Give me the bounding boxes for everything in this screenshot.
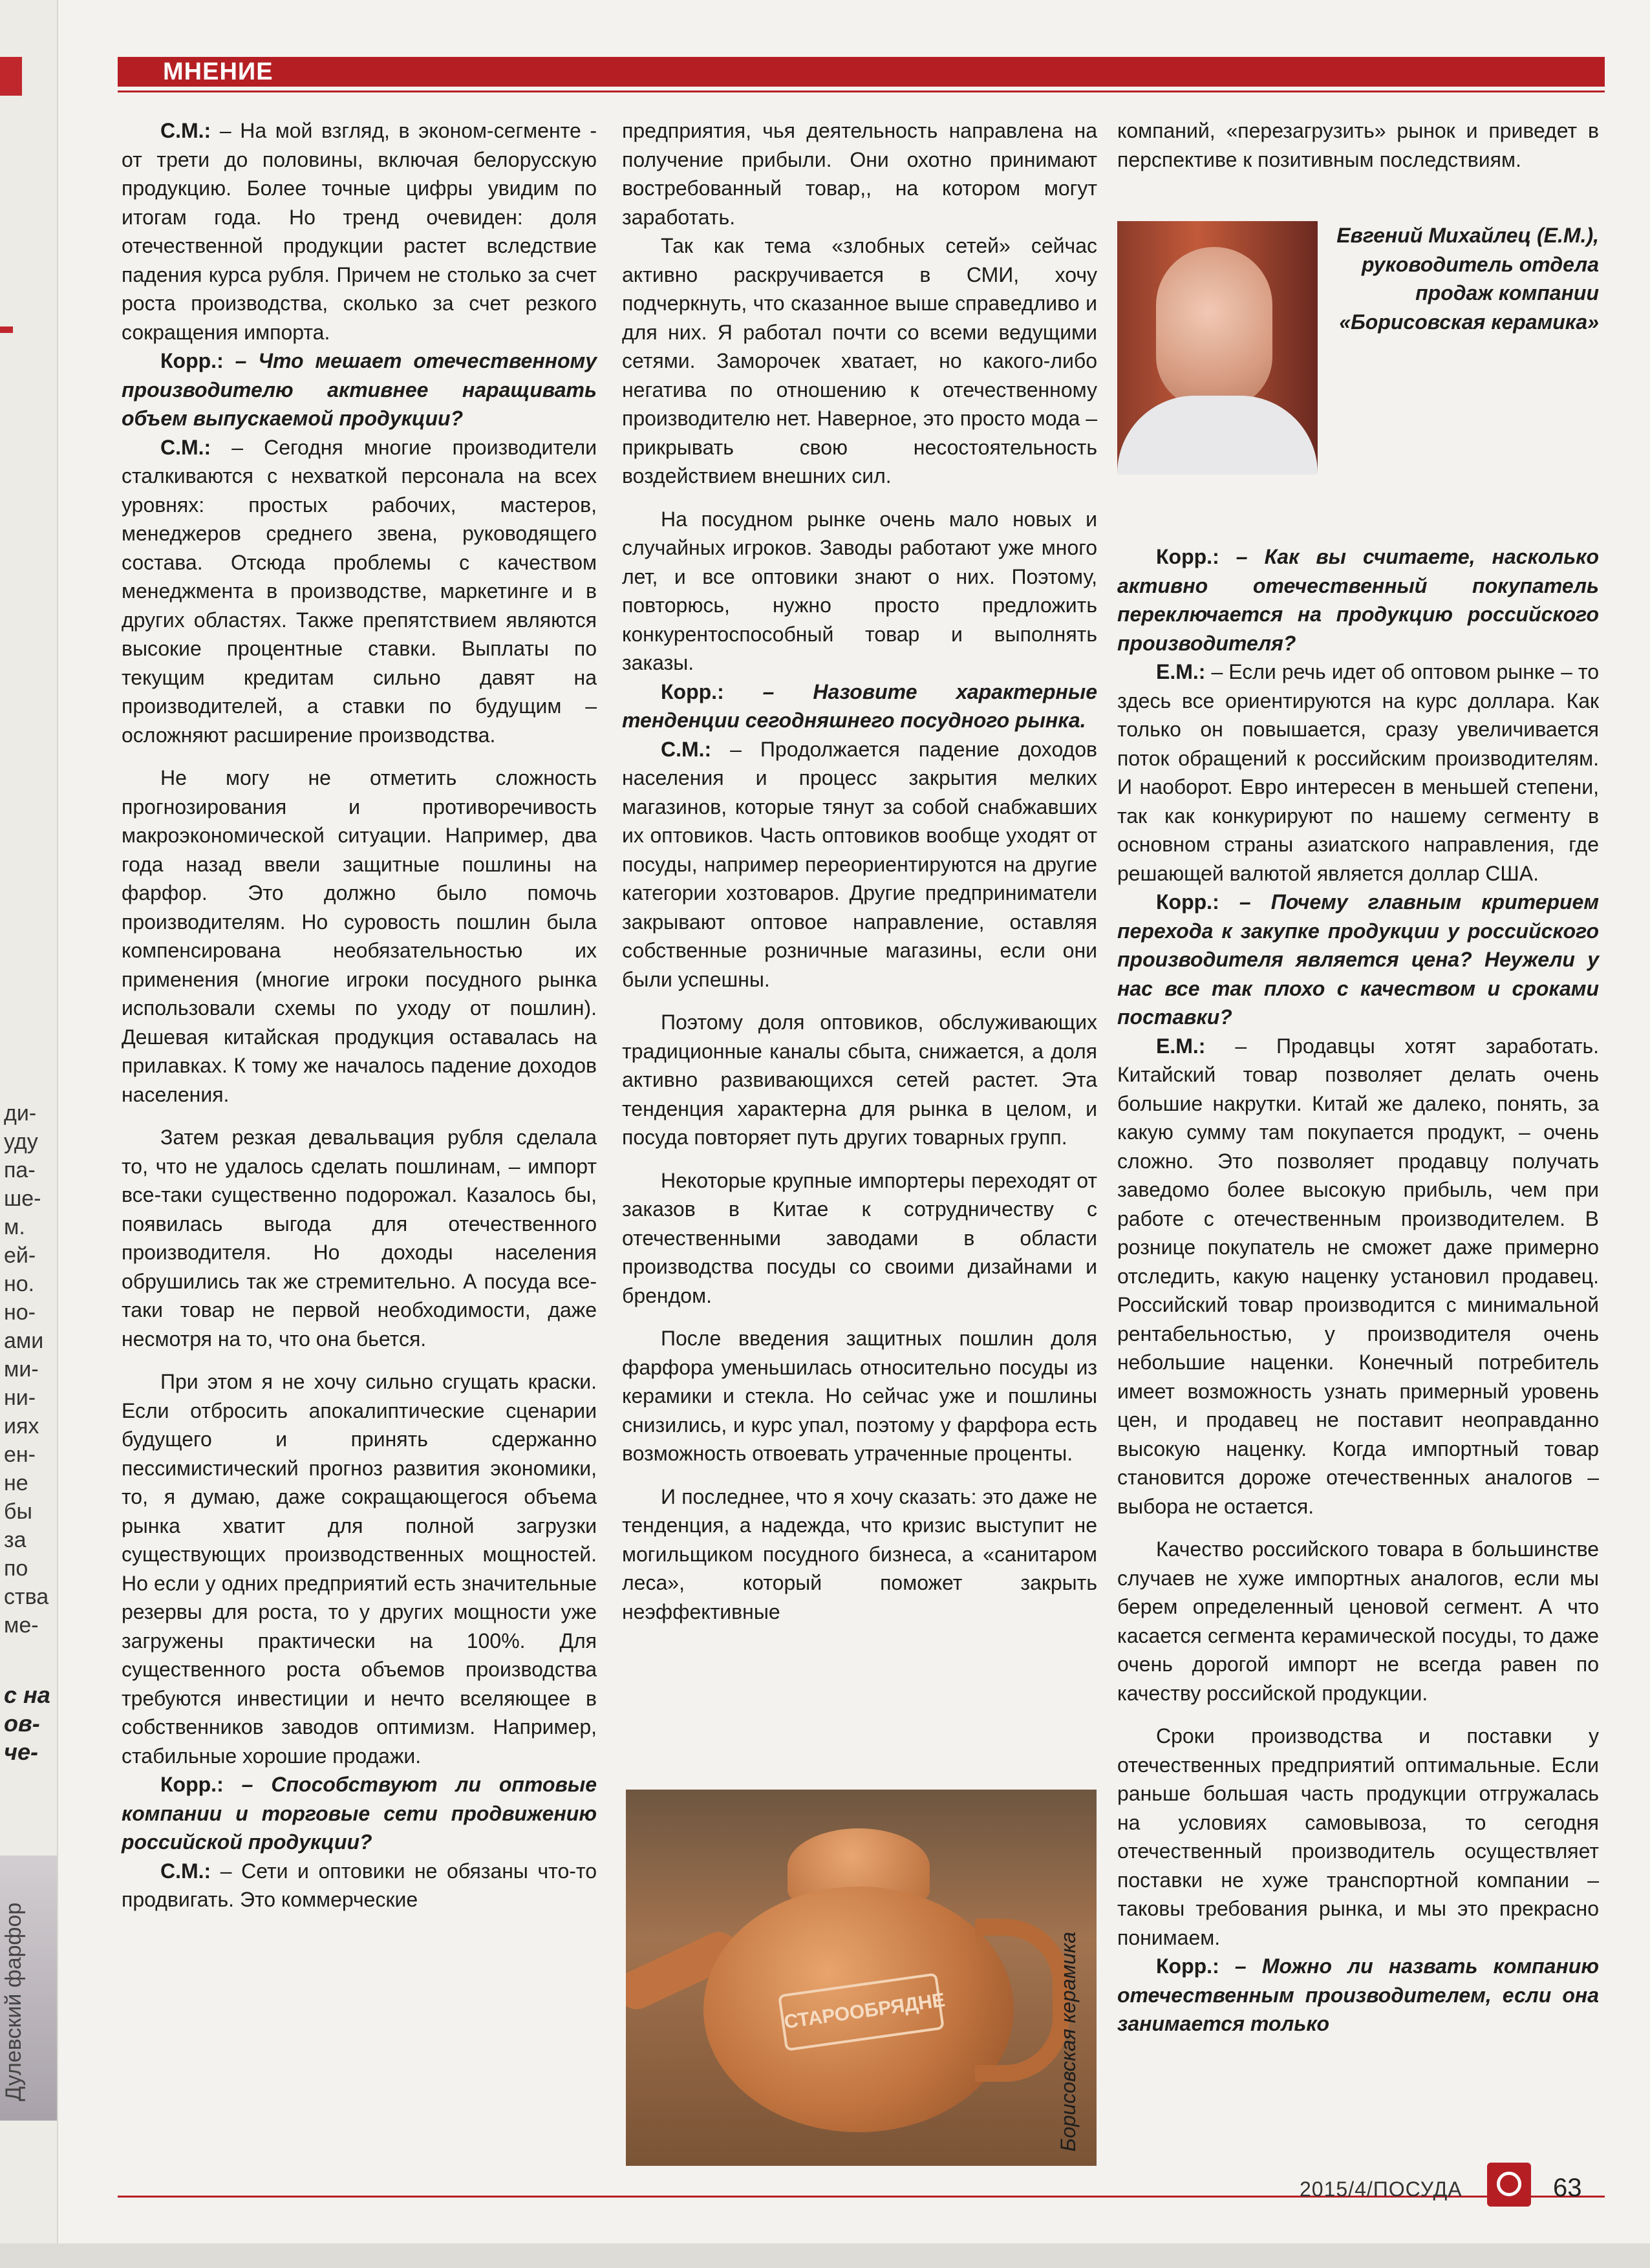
speaker-label: Е.М.: (1156, 660, 1206, 683)
body-paragraph: Поэтому доля оптовиков, обслуживающих традиционные каналы сбыта, снижается, а доля активно развивающихся сетей растет. Эта тенденция характерна для рынка в целом, и посуда повторяет путь других товарных групп. (622, 1011, 1097, 1149)
body-paragraph: Некоторые крупные импортеры переходят от заказов в Китае к сотрудничеству с отечественными заводами в области производства посуды со своими дизайнами и брендом. (622, 1168, 1097, 1307)
speaker-label: Корр.: (1156, 1954, 1219, 1978)
article-column-2 (622, 116, 1097, 1626)
paragraph-text: – Продавцы хотят заработать. Китайский товар позволяет делать очень большие накрутки. Китай же далеко, понять, за какую сумму там покупается продукт, – очень сложно. Это позволяет продавцу получать заведомо более высокую прибыль, чем при работе с отечественным производителем. В рознице покупатель не сможет даже примерно отследить, какую наценку установил продавец. Российский товар производится с минимальной рентабельностью, у производителя очень небольшие наценки. Конечный потребитель имеет возможность узнать примерный уровень цен, и продавец не поставит неоправданно высокую наценку. Когда импортный товар становится дороже отечественных аналогов – выбора не остается. (1117, 1034, 1600, 1518)
question-text: – Назовите характерные тенденции сегодняшнего посудного рынка. (622, 679, 1097, 732)
previous-page-fragment: но. (4, 1272, 35, 1296)
magazine-logo-icon (1487, 2163, 1531, 2207)
previous-page-fragment: иях (4, 1414, 39, 1439)
answer-paragraph (1117, 658, 1599, 888)
body-paragraph: Сроки производства и поставки у отечественных предприятий оптимальные. Если раньше большая часть продукции отгружалась на условиях самовывоза, то сегодня отечественный производитель осуществляет поставки не хуже транспортной компании – таковы требования рынка, и мы это прекрасно понимаем. (1117, 1724, 1599, 1949)
previous-page-red-tick (0, 326, 13, 333)
question-paragraph (122, 1770, 597, 1857)
previous-page-fragment: уду (4, 1129, 38, 1154)
speaker-label: Корр.: (160, 1773, 224, 1796)
question-paragraph (1117, 888, 1599, 1032)
speaker-label: С.М.: (160, 119, 211, 142)
previous-page-red-mark (0, 57, 22, 96)
question-text: – Способствуют ли оптовые компании и торговые сети продвижению российской продукции? (122, 1773, 597, 1854)
previous-page-fragment: ни- (4, 1385, 36, 1410)
question-paragraph (622, 678, 1097, 735)
question-paragraph (1117, 1952, 1599, 2038)
body-paragraph: компаний, «перезагрузить» рынок и приведет в перспективе к позитивным последствиям. (1117, 119, 1599, 171)
previous-page-fragment: но- (4, 1300, 36, 1325)
issue-label: 2015/4/ПОСУДА (1300, 2177, 1462, 2201)
previous-page-fragment: ми- (4, 1357, 39, 1382)
question-text: – Как вы считаете, насколько активно отечественный покупатель переключается на продукцию российского производителя? (1117, 545, 1599, 655)
speaker-label: Корр.: (1156, 890, 1219, 914)
previous-page-fragment: по (4, 1556, 28, 1581)
speaker-label: Корр.: (160, 349, 224, 372)
speaker-label: Корр.: (661, 679, 724, 703)
speaker-label: С.М.: (160, 435, 211, 459)
answer-paragraph (122, 116, 597, 347)
paragraph-text: – Сегодня многие производители сталкиваются с нехваткой персонала на всех уровнях: простых рабочих, мастеров, менеджеров среднего звена, руководящего состава. Отсюда проблемы с качеством менеджмента в производстве, маркетинге и в других областях. Также препятствием являются высокие процентные ставки. Выплаты по текущим кредитам сильно давят на производителей, а ставки по будущим – осложняют расширение производства. (122, 435, 597, 747)
previous-page-fragment: ди- (4, 1101, 37, 1126)
header-divider (118, 91, 1605, 92)
question-paragraph (1117, 542, 1599, 658)
previous-page-fragment: ен- (4, 1442, 36, 1467)
page-bottom-edge (0, 2243, 1650, 2268)
article-column-1 (122, 116, 597, 1914)
interviewee-bio: Евгений Михайлец (Е.М.), руководитель отдела продаж компании «Борисовская керамика» (1336, 224, 1599, 334)
previous-page-fragment: м. (4, 1215, 25, 1239)
teapot-photo (626, 1790, 1097, 2166)
question-text: – Что мешает отечественному производителю активнее наращивать объем выпускаемой продукции? (122, 349, 597, 430)
previous-page-fragment: ме- (4, 1613, 39, 1638)
previous-page-fragment: ства (4, 1585, 49, 1609)
body-paragraph: И последнее, что я хочу сказать: это даже не тенденция, а надежда, что кризис выступит не могильщиком посудного бизнеса, а «санитаром леса», который поможет закрыть неэффективные (622, 1484, 1097, 1623)
previous-page-fragment: не (4, 1471, 28, 1495)
previous-page-fragment: ами (4, 1329, 44, 1353)
body-paragraph: Качество российского товара в большинстве случаев не хуже импортных аналогов, если мы берем определенный ценовой сегмент. А что касается сегмента керамической посуды, то даже очень дорогой импорт не всегда равен по качеству российской продукции. (1117, 1537, 1599, 1705)
paragraph-text: – На мой взгляд, в эконом-сегменте - от трети до половины, включая белорусскую продукцию. Более точные цифры увидим по итогам года. Но тренд очевиден: доля отечественной продукции растет вследствие падения курса рубля. Причем не столько за счет роста производства, сколько за счет резкого сокращения импорта. (122, 119, 597, 344)
previous-page-fragment-italic: че- (4, 1738, 38, 1765)
teapot-brand-stamp: СТАРООБРЯДНЕ (778, 1973, 945, 2051)
previous-page-fragment: за (4, 1528, 27, 1552)
teapot-handle (975, 1919, 1069, 2082)
paragraph-text: – Сети и оптовики не обязаны что-то продвигать. Это коммерческие (122, 1859, 597, 1911)
previous-page-fragment: ей- (4, 1243, 36, 1268)
question-text: – Почему главным критерием перехода к закупке продукции у российского производителя является цена? Неужели у нас все так плохо с качеством и сроками поставки? (1117, 890, 1600, 1029)
body-paragraph: На посудном рынке очень мало новых и случайных игроков. Заводы работают уже много лет, и все оптовики знают о них. Поэтому, повторюсь, нужно просто предложить конкурентоспособный товар и выполнять заказы. (622, 507, 1097, 674)
body-paragraph: При этом я не хочу сильно сгущать краски. Если отбросить апокалиптические сценарии будущего и принять сдержанно пессимистический прогноз развития экономики, то, я думаю, даже сокращающегося объема рынка хватит для полной загрузки существующих производственных мощностей. Но если у одних предприятий есть значительные резервы для роста, то у других мощности уже загружены практически на 100%. Для существенного роста объемов производства требуются инвестиции и нечто вселяющее в собственников заводов оптимизм. Например, стабильные хорошие продажи. (122, 1370, 597, 1768)
body-paragraph: Не могу не отметить сложность прогнозирования и противоречивость макроэкономической ситуации. Например, два года назад ввели защитные пошлины на фарфор. Это должно было помочь производителям. Но суровость пошлин была компенсирована необязательностью их применения (многие игроки посудного рынка использовали схемы по уходу от пошлин). Дешевая китайская продукция оставалась на прилавках. К тому же началось падение доходов населения. (122, 766, 597, 1106)
answer-paragraph (122, 1857, 597, 1914)
portrait-head (1156, 247, 1272, 409)
previous-page-fragment-italic: ов- (4, 1710, 40, 1737)
photo-caption: Борисовская керамика (1056, 1931, 1080, 2152)
previous-page-photo-caption: Дулевский фарфор (1, 1902, 26, 2101)
page-number: 63 (1553, 2174, 1582, 2202)
answer-paragraph (1117, 1032, 1599, 1521)
body-paragraph: После введения защитных пошлин доля фарфора уменьшилась относительно посуды из керамики и стекла. Но сейчас уже и пошлины снизились, и курс упал, поэтому у фарфора есть возможность отвоевать утраченные проценты. (622, 1327, 1097, 1465)
previous-page-fragment: ше- (4, 1186, 41, 1211)
body-paragraph: Так как тема «злобных сетей» сейчас активно раскручивается в СМИ, хочу подчеркнуть, что сказанное выше справедливо и для них. Я работал почти со всеми ведущими сетями. Заморочек хватает, но какого-либо негатива по отношению к отечественному производителю нет. Наверное, это просто мода – прикрывать свою несостоятельность воздействием внешних сил. (622, 234, 1097, 487)
question-text: – Можно ли назвать компанию отечественным производителем, если она занимается только (1117, 1954, 1600, 2035)
paragraph-text: – Если речь идет об оптовом рынке – то здесь все ориентируются на курс доллара. Как только он повышается, сразу увеличивается поток обращений к российским производителям. И наоборот. Евро интересен в меньшей степени, так как конкурируют по нашему сегменту в основном страны азиатского направления, где решающей валютой является доллар США. (1117, 660, 1600, 885)
previous-page-fragment: бы (4, 1499, 32, 1524)
speaker-label: Корр.: (1156, 545, 1219, 568)
paragraph-text: – Продолжается падение доходов населения и процесс закрытия мелких магазинов, которые тянут за собой снабжавших их оптовиков. Часть оптовиков вообще уходят от посуды, например переориентируются на другие категории хозтоваров. Другие предприниматели закрывают оптовое направление, оставляя собственные розничные магазины, если они были успешны. (622, 737, 1098, 991)
previous-page-fragment-italic: с на (4, 1682, 50, 1708)
section-header (118, 57, 1605, 87)
speaker-label: С.М.: (661, 737, 712, 761)
previous-page-edge (0, 0, 58, 2268)
speaker-label: С.М.: (160, 1859, 211, 1883)
portrait-shirt (1117, 396, 1318, 475)
question-paragraph (122, 347, 597, 433)
speaker-label: Е.М.: (1156, 1034, 1206, 1058)
section-title: МНЕНИЕ (163, 58, 273, 85)
cup-icon (1497, 2172, 1521, 2196)
body-paragraph: предприятия, чья деятельность направлена на получение прибыли. Они охотно принимают востребованный товар,, на котором могут заработать. (622, 119, 1097, 229)
portrait-photo (1117, 221, 1318, 475)
answer-paragraph (622, 735, 1097, 994)
body-paragraph: Затем резкая девальвация рубля сделала то, что не удалось сделать пошлинам, – импорт все-таки существенно подорожал. Казалось бы, появилась выгода для отечественного производителя. Но доходы населения обрушились так же стремительно. А посуда все-таки товар не первой необходимости, даже несмотря на то, что она бьется. (122, 1126, 597, 1351)
answer-paragraph (122, 433, 597, 750)
previous-page-fragment: па- (4, 1158, 36, 1182)
